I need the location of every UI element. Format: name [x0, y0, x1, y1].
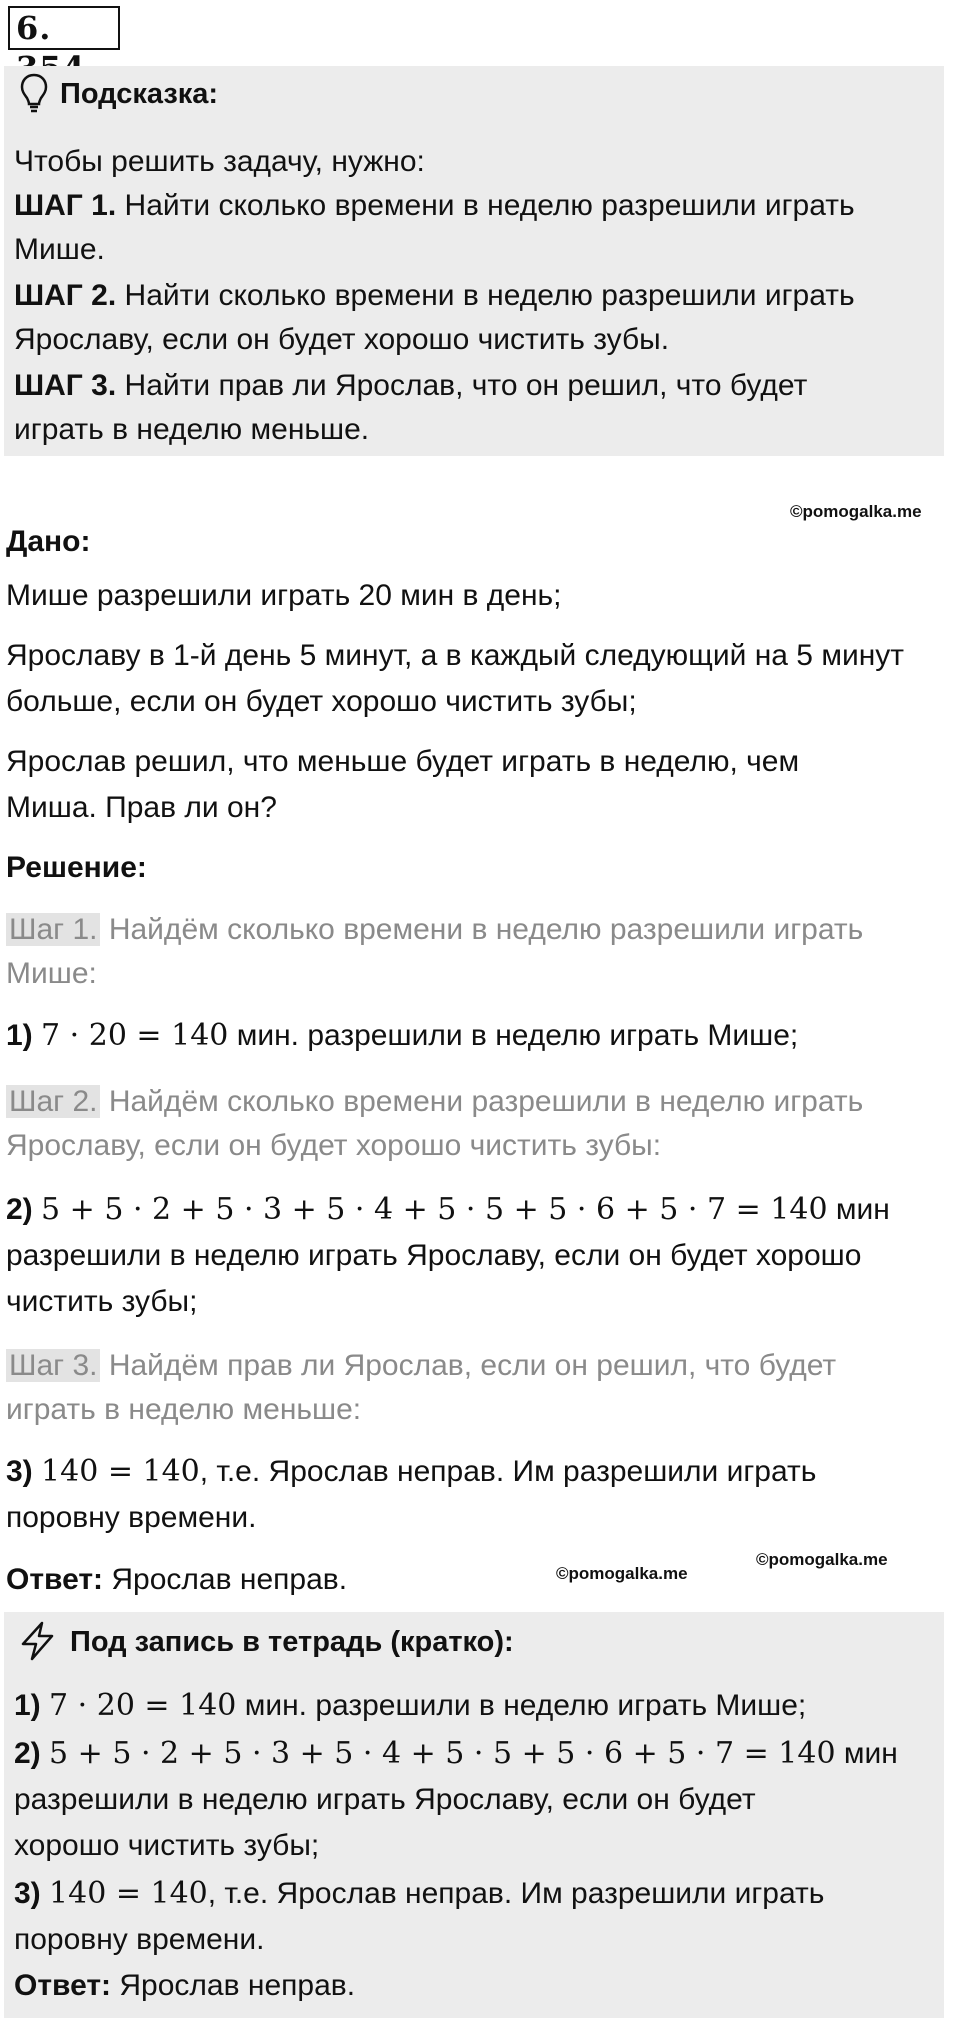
hint-title: Подсказка: — [60, 78, 219, 110]
watermark: ©pomogalka.me — [556, 1564, 688, 1583]
solution-title: Решение: — [6, 851, 147, 884]
hint-step-text: Найти сколько времени в неделю разрешили играть — [124, 189, 855, 222]
solution-action-2-line2: разрешили в неделю играть Ярославу, если он будет хорошо — [6, 1239, 862, 1272]
step-text: Найдём прав ли Ярослав, если он решил, что будет — [108, 1349, 837, 1382]
action-number: 3) — [14, 1877, 41, 1910]
step-label: Шаг 2. — [6, 1085, 100, 1118]
notebook-action-2-line3: хорошо чистить зубы; — [14, 1829, 320, 1862]
notebook-action-3 — [14, 1876, 824, 1912]
solution-action-2-line3: чистить зубы; — [6, 1285, 198, 1318]
notebook-action-3-line2: поровну времени. — [14, 1923, 265, 1956]
given-title: Дано: — [6, 525, 91, 558]
action-number: 2) — [6, 1193, 33, 1226]
action-text: , т.е. Ярослав неправ. Им разрешили играть — [207, 1877, 825, 1910]
action-number: 2) — [14, 1737, 41, 1770]
notebook-action-1 — [14, 1688, 806, 1724]
solution-answer — [6, 1562, 347, 1598]
solution-action-1 — [6, 1018, 798, 1054]
hint-step-text: Найти сколько времени в неделю разрешили играть — [124, 279, 855, 312]
given-p2-line2: больше, если он будет хорошо чистить зубы; — [6, 685, 637, 718]
notebook-action-2-line2: разрешили в неделю играть Ярославу, если он будет — [14, 1783, 756, 1816]
watermark: ©pomogalka.me — [756, 1550, 888, 1569]
answer-text: Ярослав неправ. — [119, 1969, 356, 2002]
hint-step-label: ШАГ 2. — [14, 279, 117, 312]
hint-step-3-cont: играть в неделю меньше. — [14, 413, 370, 446]
solution-action-3-line2: поровну времени. — [6, 1501, 257, 1534]
solution-action-3 — [6, 1454, 816, 1490]
math-expression: 7 · 20 = 140 — [41, 1018, 229, 1053]
math-expression: 7 · 20 = 140 — [49, 1688, 237, 1723]
math-expression: 140 = 140 — [49, 1876, 208, 1911]
given-p2-line1: Ярославу в 1-й день 5 минут, а в каждый следующий на 5 минут — [6, 639, 905, 672]
step-label: Шаг 3. — [6, 1349, 100, 1382]
hint-step-text: Найти прав ли Ярослав, что он решил, что будет — [124, 369, 808, 402]
answer-text: Ярослав неправ. — [111, 1563, 348, 1596]
hint-step-2-cont: Ярославу, если он будет хорошо чистить зубы. — [14, 323, 670, 356]
solution-step-2 — [6, 1084, 863, 1120]
solution-step-1-cont: Мише: — [6, 957, 97, 990]
notebook-answer — [14, 1968, 355, 2004]
hint-intro: Чтобы решить задачу, нужно: — [14, 145, 425, 178]
notebook-action-2 — [14, 1736, 898, 1772]
task-number: 6. — [8, 6, 120, 50]
action-number: 3) — [6, 1455, 33, 1488]
notebook-title: Под запись в тетрадь (кратко): — [70, 1626, 514, 1658]
watermark: ©pomogalka.me — [790, 502, 922, 521]
math-expression: 5 + 5 · 2 + 5 · 3 + 5 · 4 + 5 · 5 + 5 · 6 + 5 · 7 = 140 — [41, 1192, 828, 1227]
math-expression: 5 + 5 · 2 + 5 · 3 + 5 · 4 + 5 · 5 + 5 · 6 + 5 · 7 = 140 — [49, 1736, 836, 1771]
solution-step-3 — [6, 1348, 836, 1384]
action-number: 1) — [14, 1689, 41, 1722]
answer-label: Ответ: — [6, 1563, 104, 1596]
action-text: мин. разрешили в неделю играть Мише; — [244, 1689, 807, 1722]
action-text: , т.е. Ярослав неправ. Им разрешили играть — [199, 1455, 817, 1488]
hint-step-label: ШАГ 1. — [14, 189, 117, 222]
lightning-icon — [18, 1620, 58, 1662]
step-text: Найдём сколько времени разрешили в неделю играть — [108, 1085, 864, 1118]
action-number: 1) — [6, 1019, 33, 1052]
solution-action-2 — [6, 1192, 890, 1228]
given-p1: Мише разрешили играть 20 мин в день; — [6, 579, 562, 612]
action-text: мин — [835, 1193, 890, 1226]
solution-step-1 — [6, 912, 863, 948]
solution-step-3-cont: играть в неделю меньше: — [6, 1393, 362, 1426]
answer-label: Ответ: — [14, 1969, 112, 2002]
hint-step-1-cont: Мише. — [14, 233, 105, 266]
hint-step-2 — [14, 278, 855, 314]
action-text: мин — [843, 1737, 898, 1770]
hint-step-label: ШАГ 3. — [14, 369, 117, 402]
hint-step-3 — [14, 368, 807, 404]
given-p3-line1: Ярослав решил, что меньше будет играть в неделю, чем — [6, 745, 800, 778]
math-expression: 140 = 140 — [41, 1454, 200, 1489]
step-label: Шаг 1. — [6, 913, 100, 946]
solution-step-2-cont: Ярославу, если он будет хорошо чистить зубы: — [6, 1129, 662, 1162]
hint-step-1 — [14, 188, 855, 224]
step-text: Найдём сколько времени в неделю разрешили играть — [108, 913, 864, 946]
lightbulb-icon — [18, 72, 50, 114]
action-text: мин. разрешили в неделю играть Мише; — [236, 1019, 799, 1052]
given-p3-line2: Миша. Прав ли он? — [6, 791, 277, 824]
